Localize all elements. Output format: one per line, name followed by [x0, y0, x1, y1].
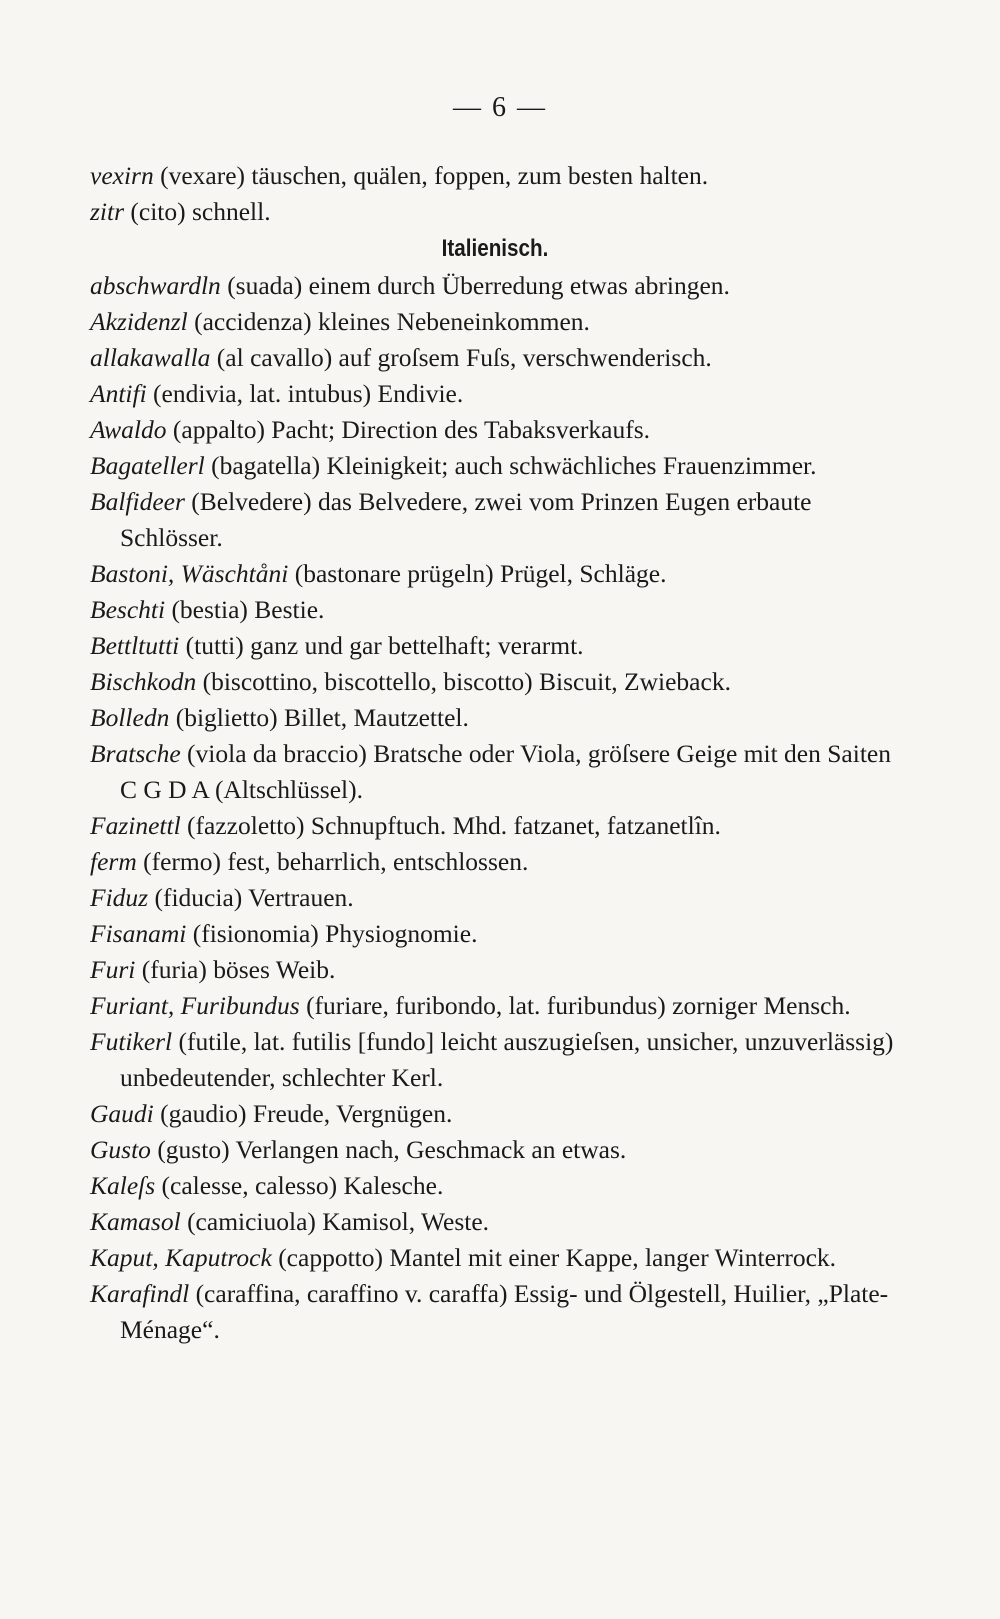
- entry-definition: (camiciuola) Kamisol, Weste.: [187, 1207, 490, 1236]
- entry-headword: Beschti: [90, 595, 166, 624]
- entry-definition: (gusto) Verlangen nach, Geschmack an etwas.: [157, 1135, 627, 1164]
- entry-definition: (futile, lat. futilis [fundo] leicht auszugieſsen, unsicher, unzuverlässig) unbedeutender, schlechter Kerl.: [120, 1027, 894, 1092]
- entry-definition: (cito) schnell.: [130, 197, 271, 226]
- entry-headword: ferm: [90, 847, 137, 876]
- entry-definition: (fazzoletto) Schnupftuch. Mhd. fatzanet, fatzanetlîn.: [187, 811, 721, 840]
- entry-definition: (fisionomia) Physiognomie.: [192, 919, 478, 948]
- dictionary-entries: [90, 158, 900, 1348]
- entry-headword: Kaleſs: [90, 1171, 156, 1200]
- entry-headword: Bratsche: [90, 739, 181, 768]
- dictionary-entry: [90, 700, 900, 736]
- dictionary-entry: [90, 1276, 900, 1348]
- entry-headword: Fiduz: [90, 883, 149, 912]
- dictionary-entry: [90, 736, 900, 808]
- dictionary-entry: [90, 556, 900, 592]
- dictionary-entry: [90, 1024, 900, 1096]
- dictionary-entry: [90, 952, 900, 988]
- dictionary-entry: [90, 880, 900, 916]
- entry-definition: (viola da braccio) Bratsche oder Viola, gröſsere Geige mit den Saiten C G D A (Altschlüssel).: [120, 739, 891, 804]
- entry-definition: (bastonare prügeln) Prügel, Schläge.: [294, 559, 667, 588]
- entry-headword: Balfideer: [90, 487, 185, 516]
- dictionary-entry: [90, 268, 900, 304]
- dictionary-entry: [90, 304, 900, 340]
- dictionary-entry: [90, 1132, 900, 1168]
- entry-definition: (endivia, lat. intubus) Endivie.: [153, 379, 464, 408]
- dictionary-entry: [90, 484, 900, 556]
- entry-headword: Bettltutti: [90, 631, 180, 660]
- dictionary-entry: [90, 340, 900, 376]
- entry-list: [90, 268, 900, 1348]
- dictionary-entry: [90, 194, 900, 230]
- entry-definition: (vexare) täuschen, quälen, foppen, zum besten halten.: [160, 161, 709, 190]
- entry-definition: (tutti) ganz und gar bettelhaft; verarmt.: [185, 631, 584, 660]
- entry-headword: Fisanami: [90, 919, 187, 948]
- dictionary-entry: [90, 376, 900, 412]
- section-heading: Italienisch.: [441, 235, 549, 262]
- entry-definition: (bestia) Bestie.: [171, 595, 325, 624]
- entry-definition: (Belvedere) das Belvedere, zwei vom Prinzen Eugen erbaute Schlösser.: [120, 487, 812, 552]
- entry-definition: (furia) böses Weib.: [141, 955, 336, 984]
- dictionary-entry: [90, 1204, 900, 1240]
- entry-definition: (biscottino, biscottello, biscotto) Biscuit, Zwieback.: [202, 667, 731, 696]
- page-number: — 6 —: [453, 92, 547, 123]
- entry-headword: Awaldo: [90, 415, 167, 444]
- dictionary-entry: [90, 844, 900, 880]
- entry-definition: (appalto) Pacht; Direction des Tabaksverkaufs.: [172, 415, 651, 444]
- dictionary-entry: [90, 916, 900, 952]
- entry-headword: Kamasol: [90, 1207, 181, 1236]
- dictionary-entry: [90, 1096, 900, 1132]
- entry-headword: Bolledn: [90, 703, 170, 732]
- entry-definition: (bagatella) Kleinigkeit; auch schwächliches Frauenzimmer.: [211, 451, 817, 480]
- dictionary-entry: [90, 592, 900, 628]
- entry-definition: (cappotto) Mantel mit einer Kappe, langer Winterrock.: [278, 1243, 837, 1272]
- entry-headword: Bischkodn: [90, 667, 197, 696]
- entry-headword: zitr: [90, 197, 125, 226]
- dictionary-entry: [90, 448, 900, 484]
- entry-headword: Furiant, Furibundus: [90, 991, 300, 1020]
- entry-definition: (suada) einem durch Überredung etwas abringen.: [227, 271, 730, 300]
- entry-headword: Futikerl: [90, 1027, 173, 1056]
- entry-headword: Antifi: [90, 379, 147, 408]
- dictionary-entry: [90, 664, 900, 700]
- entry-definition: (al cavallo) auf groſsem Fuſs, verschwenderisch.: [216, 343, 712, 372]
- entry-headword: Fazinettl: [90, 811, 181, 840]
- dictionary-entry: [90, 412, 900, 448]
- entry-headword: allakawalla: [90, 343, 211, 372]
- entry-headword: abschwardln: [90, 271, 221, 300]
- entry-definition: (fiducia) Vertrauen.: [154, 883, 354, 912]
- entry-headword: vexirn: [90, 161, 154, 190]
- entry-headword: Bagatellerl: [90, 451, 205, 480]
- entry-headword: Bastoni, Wäschtåni: [90, 559, 289, 588]
- entry-headword: Kaput, Kaputrock: [90, 1243, 272, 1272]
- dictionary-entry: [90, 628, 900, 664]
- entry-headword: Gusto: [90, 1135, 151, 1164]
- dictionary-entry: [90, 1240, 900, 1276]
- entry-definition: (gaudio) Freude, Vergnügen.: [160, 1099, 453, 1128]
- entry-definition: (calesse, calesso) Kalesche.: [161, 1171, 444, 1200]
- entry-headword: Karafindl: [90, 1279, 190, 1308]
- entry-definition: (biglietto) Billet, Mautzettel.: [175, 703, 469, 732]
- dictionary-entry: [90, 1168, 900, 1204]
- entry-headword: Gaudi: [90, 1099, 154, 1128]
- entry-headword: Akzidenzl: [90, 307, 188, 336]
- entry-definition: (caraffina, caraffino v. caraffa) Essig- und Ölgestell, Huilier, „Plate-Ménage“.: [120, 1279, 889, 1344]
- dictionary-entry: [90, 158, 900, 194]
- dictionary-entry: [90, 808, 900, 844]
- dictionary-entry: [90, 988, 900, 1024]
- entry-definition: (fermo) fest, beharrlich, entschlossen.: [143, 847, 529, 876]
- entry-definition: (furiare, furibondo, lat. furibundus) zorniger Mensch.: [306, 991, 851, 1020]
- entry-definition: (accidenza) kleines Nebeneinkommen.: [194, 307, 590, 336]
- entry-headword: Furi: [90, 955, 136, 984]
